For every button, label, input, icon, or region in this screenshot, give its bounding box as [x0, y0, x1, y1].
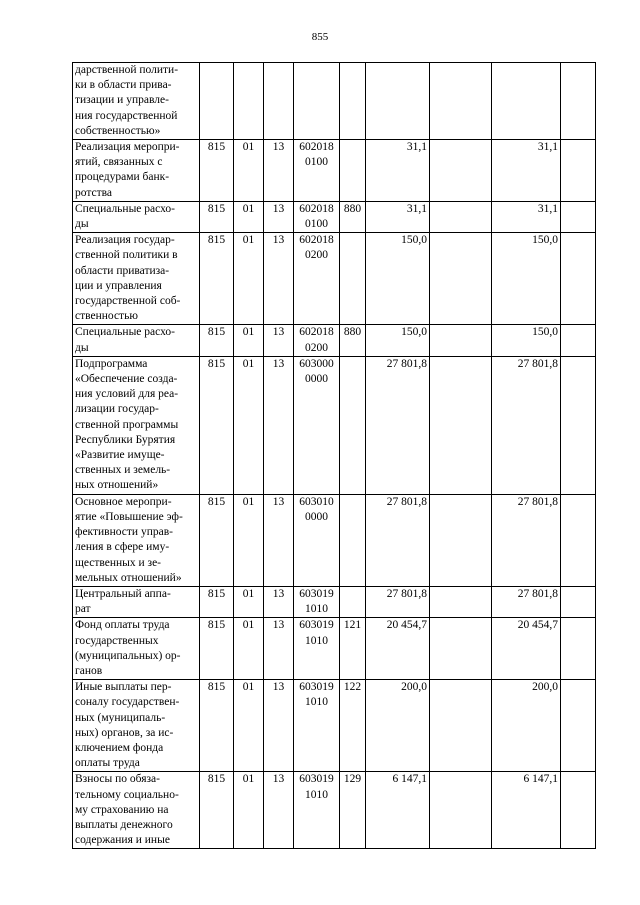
- col-grbs: 815: [200, 494, 234, 586]
- budget-table: [72, 62, 596, 849]
- col-csr: 602018 0100: [294, 201, 340, 232]
- col-razdel: 01: [234, 325, 264, 356]
- row-name: Специальные расхо- ды: [73, 201, 200, 232]
- col-csr: 602018 0100: [294, 140, 340, 202]
- col-sum-4: [561, 494, 596, 586]
- col-sum-2: [430, 201, 492, 232]
- col-podrazdel: 13: [264, 494, 294, 586]
- col-sum-2: [430, 494, 492, 586]
- col-sum-1: 150,0: [366, 325, 430, 356]
- col-podrazdel: [264, 63, 294, 140]
- col-sum-2: [430, 356, 492, 494]
- col-csr: 603019 1010: [294, 586, 340, 617]
- row-name: Основное меропри- ятие «Повышение эф- фективности управ- ления в сфере иму- щественных и зе- мельных отношений»: [73, 494, 200, 586]
- row-name: Иные выплаты пер- соналу государствен- ных (муниципаль- ных) органов, за ис- ключением фонда оплаты труда: [73, 680, 200, 772]
- col-sum-4: [561, 772, 596, 849]
- col-razdel: 01: [234, 140, 264, 202]
- col-grbs: 815: [200, 233, 234, 325]
- col-grbs: 815: [200, 618, 234, 680]
- col-sum-3: 31,1: [492, 140, 561, 202]
- row-name: Специальные расхо- ды: [73, 325, 200, 356]
- col-podrazdel: 13: [264, 586, 294, 617]
- col-podrazdel: 13: [264, 356, 294, 494]
- col-razdel: 01: [234, 233, 264, 325]
- col-razdel: 01: [234, 201, 264, 232]
- col-podrazdel: 13: [264, 201, 294, 232]
- col-sum-4: [561, 618, 596, 680]
- col-sum-1: 150,0: [366, 233, 430, 325]
- col-razdel: 01: [234, 356, 264, 494]
- col-sum-2: [430, 140, 492, 202]
- col-vr: 121: [340, 618, 366, 680]
- row-name: Фонд оплаты труда государственных (муниципальных) ор- ганов: [73, 618, 200, 680]
- col-csr: 602018 0200: [294, 233, 340, 325]
- col-sum-4: [561, 586, 596, 617]
- col-sum-1: 31,1: [366, 140, 430, 202]
- col-sum-3: 20 454,7: [492, 618, 561, 680]
- col-grbs: 815: [200, 772, 234, 849]
- col-grbs: [200, 63, 234, 140]
- col-sum-4: [561, 201, 596, 232]
- col-sum-4: [561, 325, 596, 356]
- col-razdel: 01: [234, 772, 264, 849]
- table-row: [73, 586, 596, 617]
- col-podrazdel: 13: [264, 233, 294, 325]
- col-razdel: [234, 63, 264, 140]
- row-name: Реализация меропри- ятий, связанных с процедурами банк- ротства: [73, 140, 200, 202]
- col-sum-2: [430, 325, 492, 356]
- col-csr: 603019 1010: [294, 680, 340, 772]
- col-sum-2: [430, 586, 492, 617]
- col-sum-3: 31,1: [492, 201, 561, 232]
- col-sum-3: 27 801,8: [492, 494, 561, 586]
- col-razdel: 01: [234, 494, 264, 586]
- col-sum-3: 27 801,8: [492, 586, 561, 617]
- col-sum-2: [430, 233, 492, 325]
- col-sum-4: [561, 140, 596, 202]
- col-sum-2: [430, 63, 492, 140]
- table-row: [73, 618, 596, 680]
- col-grbs: 815: [200, 325, 234, 356]
- col-podrazdel: 13: [264, 140, 294, 202]
- col-sum-1: 200,0: [366, 680, 430, 772]
- table-row: [73, 680, 596, 772]
- col-sum-1: 31,1: [366, 201, 430, 232]
- table-row: [73, 772, 596, 849]
- col-sum-2: [430, 772, 492, 849]
- col-sum-1: 27 801,8: [366, 356, 430, 494]
- col-sum-4: [561, 63, 596, 140]
- col-csr: 603019 1010: [294, 618, 340, 680]
- col-podrazdel: 13: [264, 618, 294, 680]
- table-row: [73, 325, 596, 356]
- row-name: Взносы по обяза- тельному социально- му страхованию на выплаты денежного содержания и иные: [73, 772, 200, 849]
- col-vr: [340, 356, 366, 494]
- col-sum-4: [561, 356, 596, 494]
- col-vr: [340, 233, 366, 325]
- table-row: [73, 140, 596, 202]
- col-vr: 129: [340, 772, 366, 849]
- col-csr: [294, 63, 340, 140]
- col-grbs: 815: [200, 140, 234, 202]
- col-vr: 880: [340, 201, 366, 232]
- col-grbs: 815: [200, 201, 234, 232]
- page-number: 855: [311, 31, 329, 43]
- col-sum-2: [430, 680, 492, 772]
- col-sum-1: 27 801,8: [366, 586, 430, 617]
- row-name: Подпрограмма «Обеспечение созда- ния условий для реа- лизации государ- ственной программы Республики Бурятия «Развитие имуще- ственных и земель- ных отношений»: [73, 356, 200, 494]
- col-vr: [340, 494, 366, 586]
- col-sum-3: 200,0: [492, 680, 561, 772]
- col-sum-3: 6 147,1: [492, 772, 561, 849]
- col-razdel: 01: [234, 618, 264, 680]
- col-podrazdel: 13: [264, 325, 294, 356]
- col-vr: 122: [340, 680, 366, 772]
- col-sum-1: [366, 63, 430, 140]
- col-sum-4: [561, 233, 596, 325]
- col-vr: [340, 140, 366, 202]
- col-vr: [340, 63, 366, 140]
- col-razdel: 01: [234, 680, 264, 772]
- col-sum-1: 27 801,8: [366, 494, 430, 586]
- col-grbs: 815: [200, 356, 234, 494]
- col-podrazdel: 13: [264, 772, 294, 849]
- col-sum-4: [561, 680, 596, 772]
- row-name: Реализация государ- ственной политики в области приватиза- ции и управления государственной соб- ственностью: [73, 233, 200, 325]
- col-sum-1: 6 147,1: [366, 772, 430, 849]
- col-vr: 880: [340, 325, 366, 356]
- table-row: [73, 201, 596, 232]
- col-vr: [340, 586, 366, 617]
- col-sum-2: [430, 618, 492, 680]
- col-csr: 603000 0000: [294, 356, 340, 494]
- col-grbs: 815: [200, 586, 234, 617]
- col-sum-1: 20 454,7: [366, 618, 430, 680]
- col-csr: 603010 0000: [294, 494, 340, 586]
- col-grbs: 815: [200, 680, 234, 772]
- col-podrazdel: 13: [264, 680, 294, 772]
- col-csr: 603019 1010: [294, 772, 340, 849]
- col-sum-3: [492, 63, 561, 140]
- col-csr: 602018 0200: [294, 325, 340, 356]
- row-name: дарственной полити- ки в области прива- тизации и управле- ния государственной собственностью»: [73, 63, 200, 140]
- col-sum-3: 150,0: [492, 233, 561, 325]
- row-name: Центральный аппа- рат: [73, 586, 200, 617]
- table-row: [73, 494, 596, 586]
- col-sum-3: 150,0: [492, 325, 561, 356]
- col-sum-3: 27 801,8: [492, 356, 561, 494]
- table-row: [73, 63, 596, 140]
- col-razdel: 01: [234, 586, 264, 617]
- table-row: [73, 233, 596, 325]
- table-row: [73, 356, 596, 494]
